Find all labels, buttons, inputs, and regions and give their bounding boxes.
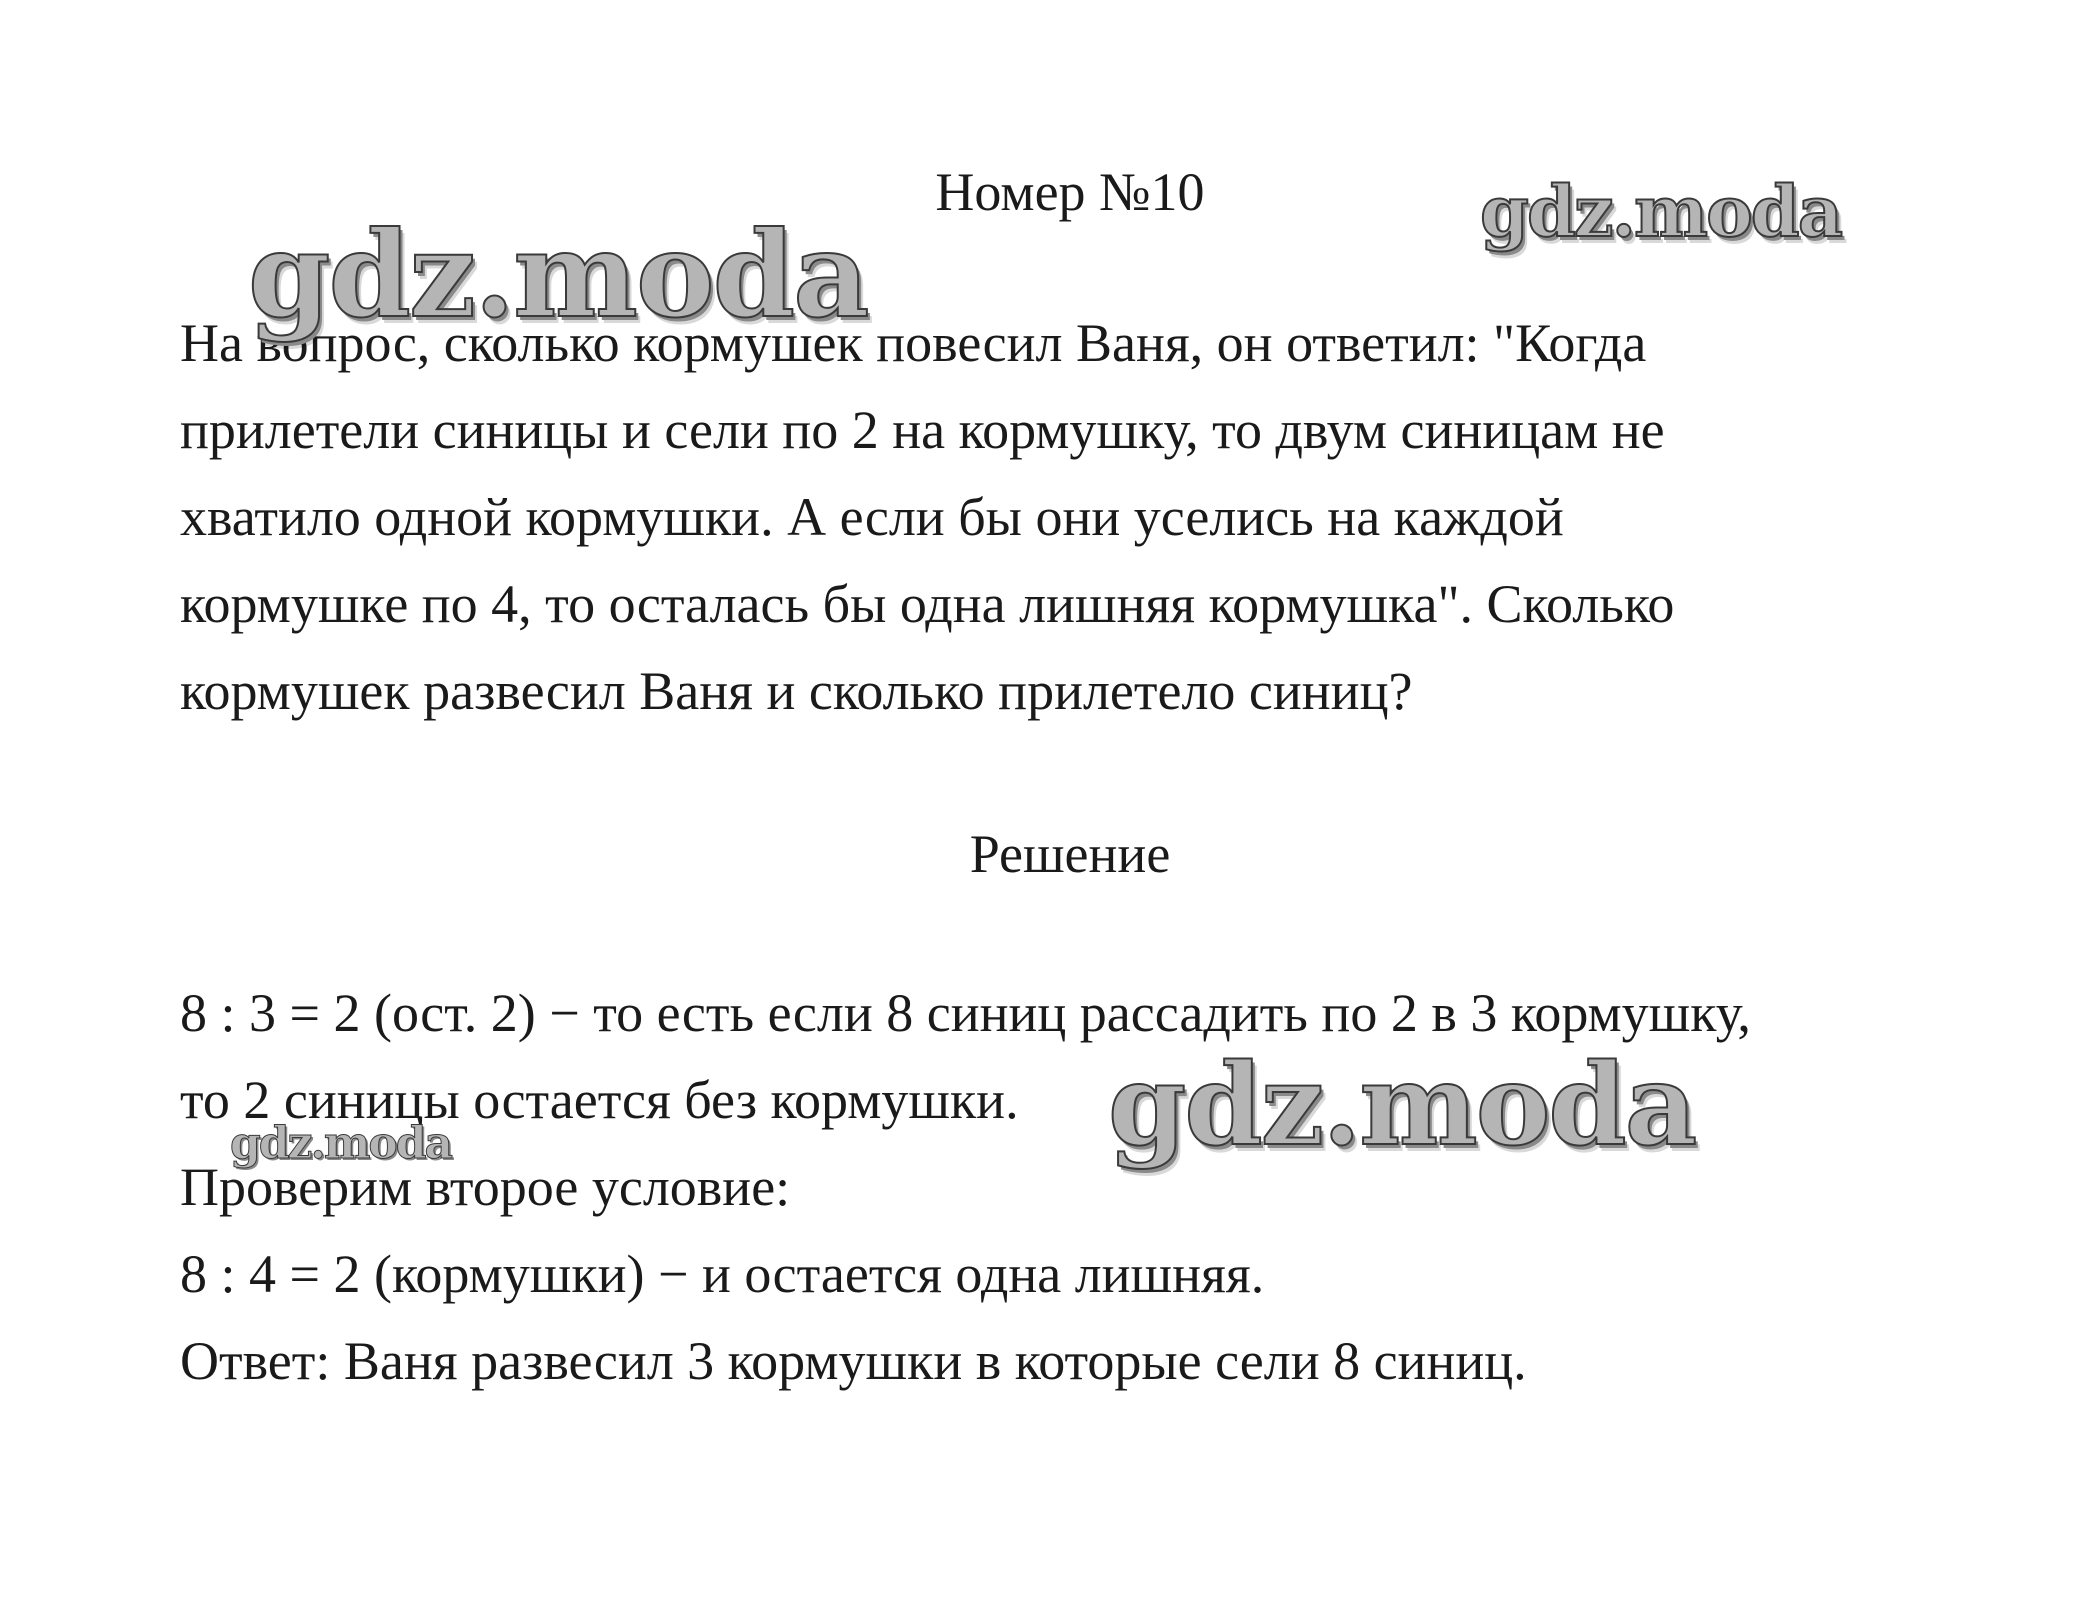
problem-line: хватило одной кормушки. А если бы они уселись на каждой	[180, 487, 1564, 547]
solution-line: 8 : 3 = 2 (ост. 2) − то есть если 8 синиц рассадить по 2 в 3 кормушку,	[180, 983, 1751, 1043]
watermark-logo: gdz.moda	[230, 1118, 452, 1169]
solution-text	[180, 970, 1980, 1405]
solution-line: 8 : 4 = 2 (кормушки) − и остается одна лишняя.	[180, 1244, 1265, 1304]
problem-line: На вопрос, сколько кормушек повесил Ваня, он ответил: "Когда	[180, 313, 1647, 373]
problem-line: прилетели синицы и сели по 2 на кормушку, то двум синицам не	[180, 400, 1665, 460]
watermark-logo: gdz.moda	[1108, 1040, 1696, 1171]
watermark-logo: gdz.moda	[248, 205, 868, 344]
solution-line: Ответ: Ваня развесил 3 кормушки в которые сели 8 синиц.	[180, 1331, 1527, 1391]
watermark-logo: gdz.moda	[1480, 170, 1842, 253]
solution-line: Проверим второе условие:	[180, 1157, 791, 1217]
solution-line: то 2 синицы остается без кормушки.	[180, 1070, 1019, 1130]
problem-text	[180, 300, 1920, 735]
problem-line: кормушке по 4, то осталась бы одна лишняя кормушка". Сколько	[180, 574, 1675, 634]
solution-heading: Решение	[969, 824, 1171, 884]
problem-line: кормушек развесил Ваня и сколько прилетело синиц?	[180, 661, 1413, 721]
page-title: Номер №10	[935, 162, 1205, 222]
